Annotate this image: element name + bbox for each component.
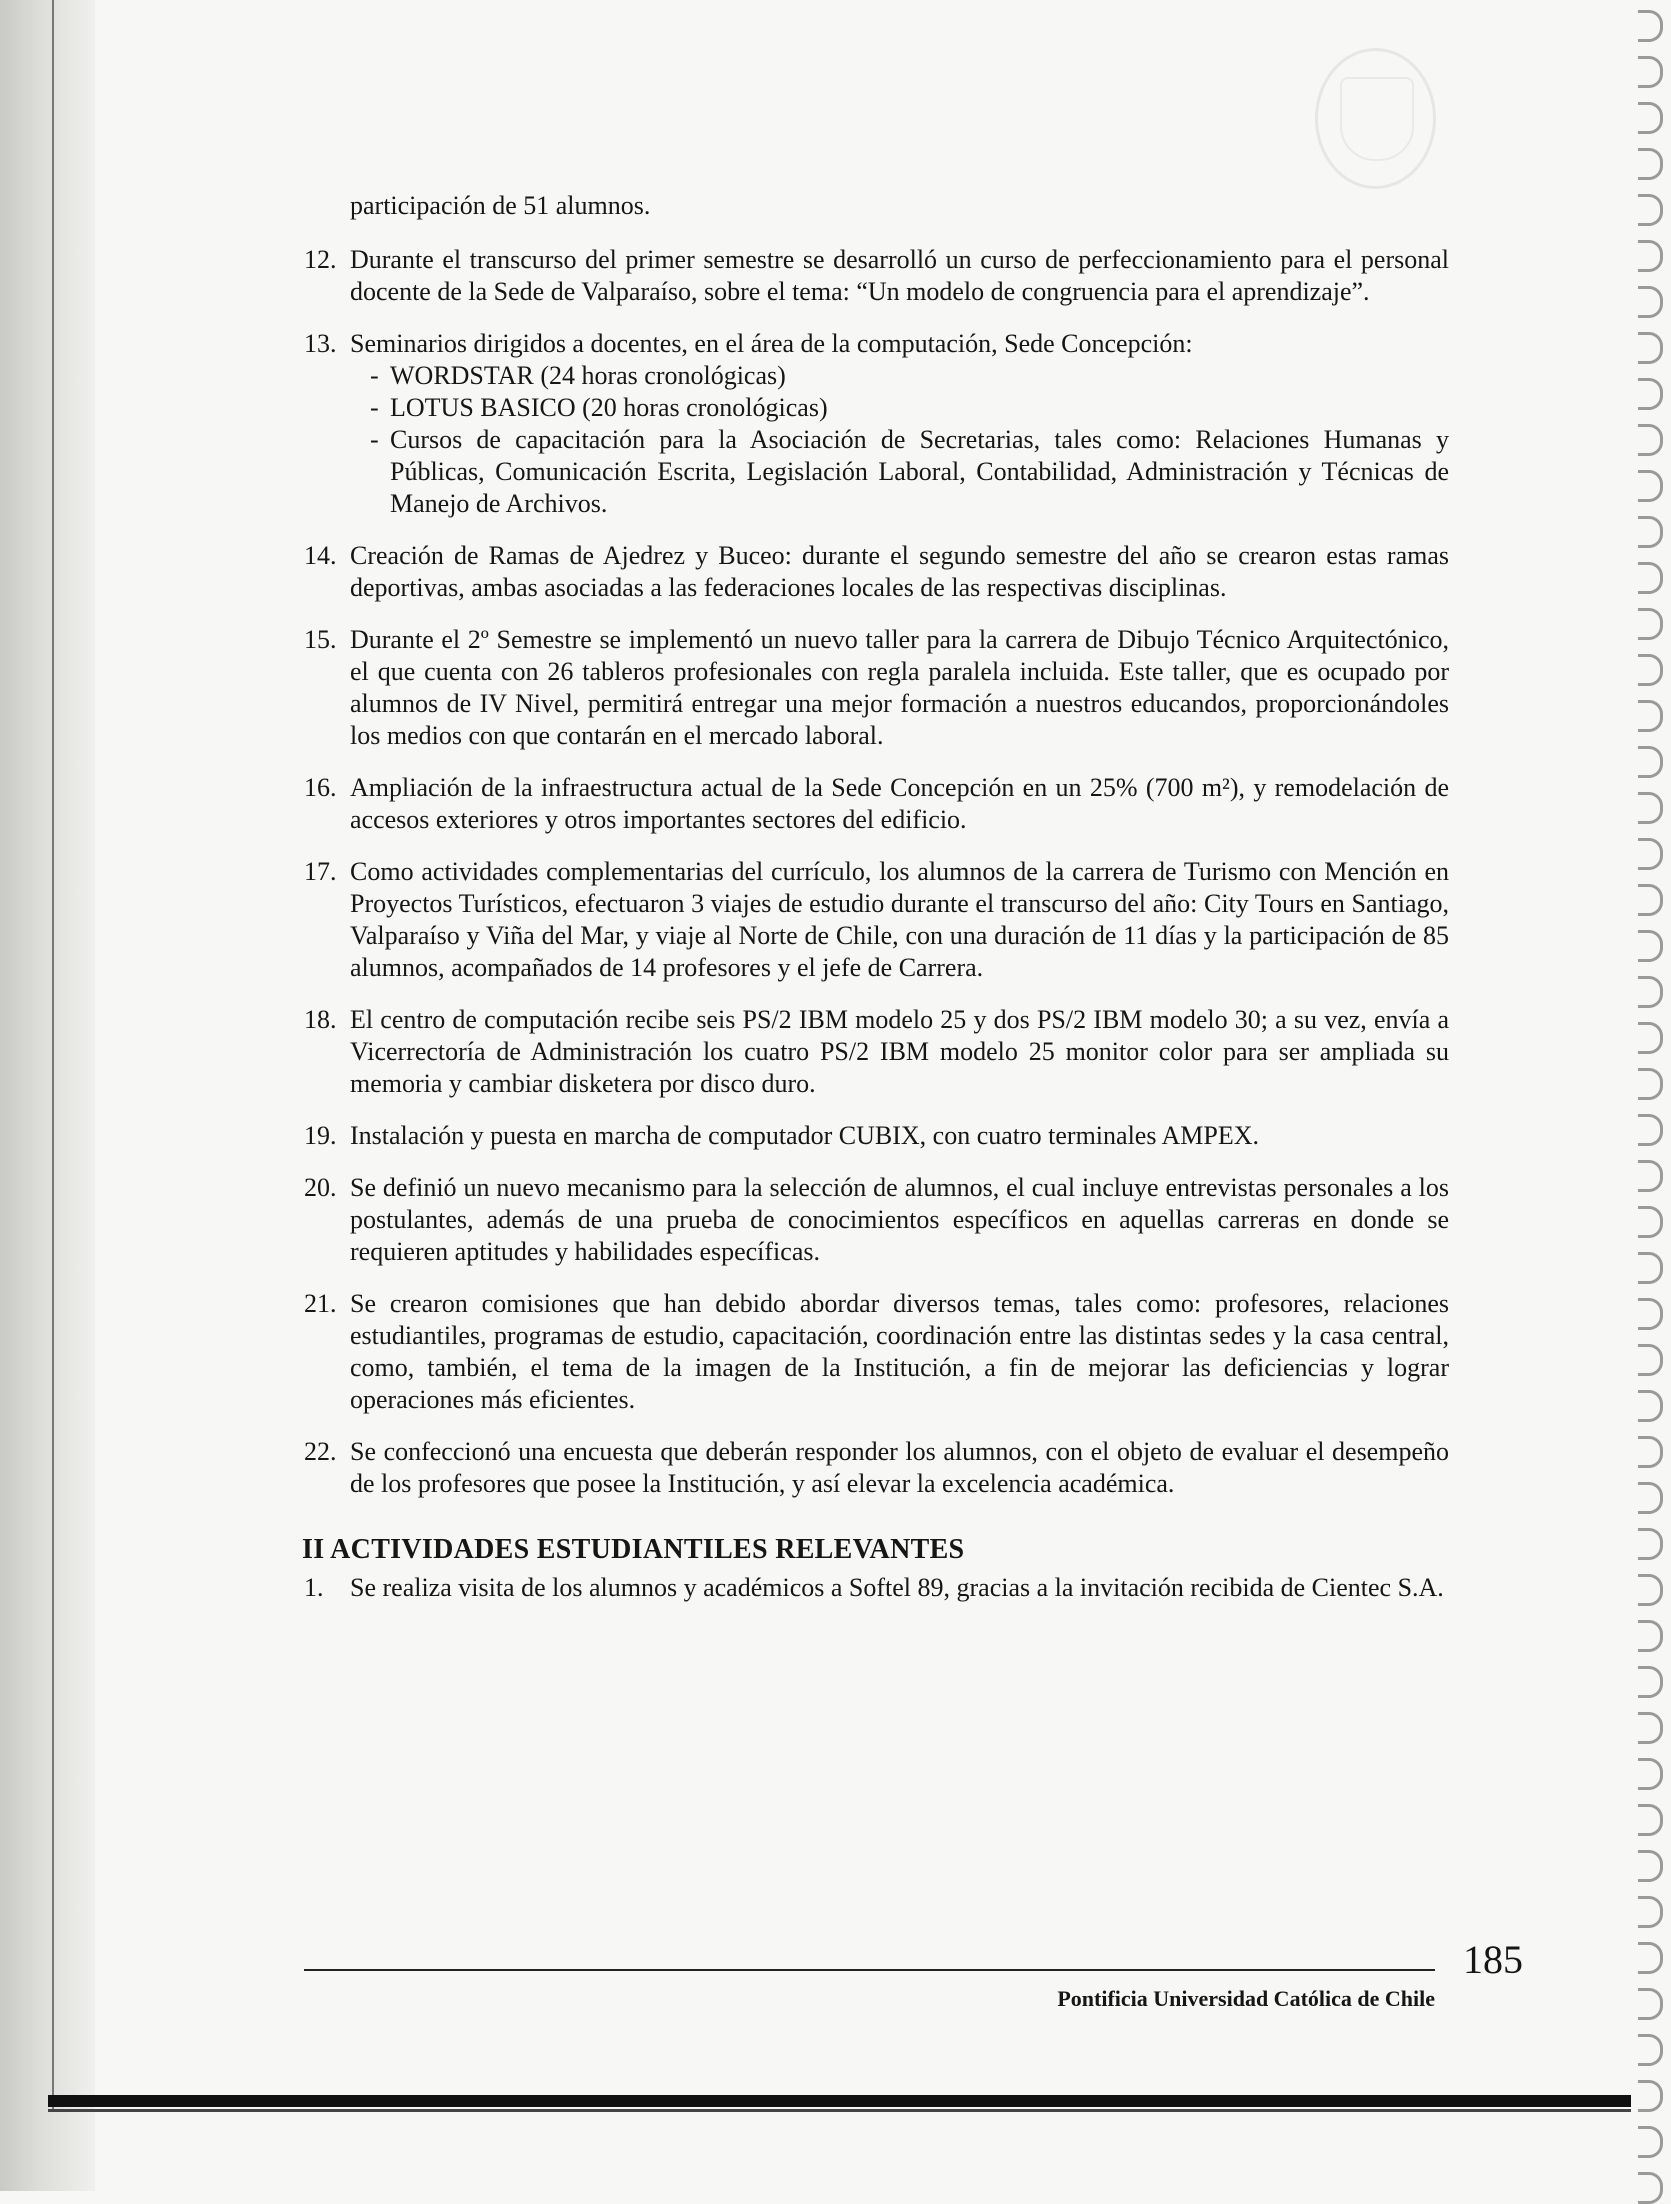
- binding-coil: [1638, 1712, 1663, 1744]
- binding-coil: [1638, 1804, 1663, 1836]
- binding-coil: [1638, 56, 1663, 88]
- page-content: [304, 190, 1449, 1624]
- item-number: 14.: [304, 541, 337, 570]
- binding-coil: [1638, 1160, 1663, 1192]
- binding-coil: [1638, 1298, 1663, 1330]
- item-text: Como actividades complementarias del currículo, los alumnos de la carrera de Turismo con Mención en Proyectos Turísticos, efectuaron 3 viajes de estudio durante el transcurso del año: City Tours en Santiago, Valparaíso y Viña del Mar, y viaje al Norte de Chile, con una duración de 11 días y la participación de 85 alumnos, acompañados de 14 profesores y el jefe de Carrera.: [350, 857, 1449, 982]
- page-shadow: [0, 0, 95, 2191]
- item-number: 13.: [304, 329, 337, 358]
- institution-seal-watermark: [1315, 48, 1436, 189]
- binding-edge-line: [52, 0, 54, 2110]
- list-item: [304, 1436, 1449, 1500]
- list-item: [304, 540, 1449, 604]
- item-number: 20.: [304, 1173, 337, 1202]
- binding-coil: [1638, 470, 1663, 502]
- spiral-binding: [1623, 0, 1671, 2191]
- binding-coil: [1638, 1942, 1663, 1974]
- binding-coil: [1638, 1252, 1663, 1284]
- item-text: Creación de Ramas de Ajedrez y Buceo: durante el segundo semestre del año se crearon estas ramas deportivas, ambas asociadas a las federaciones locales de las respectivas disciplinas.: [350, 541, 1449, 602]
- binding-coil: [1638, 1206, 1663, 1238]
- list-item: [304, 328, 1449, 520]
- bottom-edge-bar: [48, 2095, 1631, 2107]
- binding-coil: [1638, 240, 1663, 272]
- page-number: 185: [1463, 1937, 1523, 1982]
- binding-coil: [1638, 746, 1663, 778]
- binding-coil: [1638, 654, 1663, 686]
- sub-item: [350, 392, 1449, 424]
- list-item: [304, 1288, 1449, 1416]
- sub-item-text: LOTUS BASICO (20 horas cronológicas): [390, 393, 828, 422]
- item-number: 15.: [304, 625, 337, 654]
- binding-coil: [1638, 608, 1663, 640]
- binding-coil: [1638, 10, 1663, 42]
- dash-marker: -: [370, 361, 379, 390]
- binding-coil: [1638, 700, 1663, 732]
- binding-coil: [1638, 2080, 1663, 2112]
- list-item: [304, 1572, 1449, 1604]
- list-item: [304, 1004, 1449, 1100]
- item-text: Instalación y puesta en marcha de computador CUBIX, con cuatro terminales AMPEX.: [350, 1121, 1260, 1150]
- list-item: [304, 772, 1449, 836]
- binding-coil: [1638, 2172, 1663, 2204]
- binding-coil: [1638, 332, 1663, 364]
- binding-coil: [1638, 1344, 1663, 1376]
- binding-coil: [1638, 286, 1663, 318]
- item-text: Durante el 2º Semestre se implementó un nuevo taller para la carrera de Dibujo Técnico Arquitectónico, el que cuenta con 26 tableros profesionales con regla paralela incluida. Este taller, que es ocupado por alumnos de IV Nivel, permitirá entregar una mejor formación a nuestros educandos, proporcionándoles los medios con que contarán en el mercado laboral.: [350, 625, 1449, 750]
- item-text: Durante el transcurso del primer semestre se desarrolló un curso de perfeccionamiento para el personal docente de la Sede de Valparaíso, sobre el tema: “Un modelo de congruencia para el aprendizaje”.: [350, 245, 1449, 306]
- list-item: [304, 244, 1449, 308]
- binding-coil: [1638, 148, 1663, 180]
- sub-item-text: WORDSTAR (24 horas cronológicas): [390, 361, 786, 390]
- item-number: 12.: [304, 245, 337, 274]
- section-heading: II ACTIVIDADES ESTUDIANTILES RELEVANTES: [302, 1534, 965, 1565]
- intro-line: participación de 51 alumnos.: [350, 191, 651, 220]
- item-text: Se confeccionó una encuesta que deberán responder los alumnos, con el objeto de evaluar el desempeño de los profesores que posee la Institución, y así elevar la excelencia académica.: [350, 1437, 1449, 1498]
- binding-coil: [1638, 1528, 1663, 1560]
- list-item: [304, 624, 1449, 752]
- binding-coil: [1638, 1436, 1663, 1468]
- binding-coil: [1638, 1896, 1663, 1928]
- binding-coil: [1638, 930, 1663, 962]
- item-text: Se realiza visita de los alumnos y académicos a Softel 89, gracias a la invitación recibida de Cientec S.A.: [350, 1573, 1444, 1602]
- bottom-edge-bar-shadow: [48, 2109, 1631, 2112]
- item-text: Seminarios dirigidos a docentes, en el área de la computación, Sede Concepción:: [350, 329, 1193, 358]
- item-number: 16.: [304, 773, 337, 802]
- sub-item-text: Cursos de capacitación para la Asociación de Secretarias, tales como: Relaciones Humanas y Públicas, Comunicación Escrita, Legislación Laboral, Contabilidad, Administración y Técnicas de Manejo de Archivos.: [390, 425, 1449, 518]
- item-list: [304, 244, 1449, 1500]
- item-text: Ampliación de la infraestructura actual de la Sede Concepción en un 25% (700 m²), y remodelación de accesos exteriores y otros importantes sectores del edificio.: [350, 773, 1449, 834]
- binding-coil: [1638, 792, 1663, 824]
- binding-coil: [1638, 1666, 1663, 1698]
- binding-coil: [1638, 1114, 1663, 1146]
- binding-coil: [1638, 1022, 1663, 1054]
- footer-divider: [304, 1969, 1435, 1971]
- dash-marker: -: [370, 425, 379, 454]
- binding-coil: [1638, 1068, 1663, 1100]
- binding-coil: [1638, 1390, 1663, 1422]
- binding-coil: [1638, 2034, 1663, 2066]
- item-text: Se definió un nuevo mecanismo para la selección de alumnos, el cual incluye entrevistas personales a los postulantes, además de una prueba de conocimientos específicos en aquellas carreras en donde se requieren aptitudes y habilidades específicas.: [350, 1173, 1449, 1266]
- footer-institution: Pontificia Universidad Católica de Chile: [1057, 1986, 1435, 2011]
- binding-coil: [1638, 1988, 1663, 2020]
- dash-marker: -: [370, 393, 379, 422]
- item-text: El centro de computación recibe seis PS/2 IBM modelo 25 y dos PS/2 IBM modelo 30; a su vez, envía a Vicerrectoría de Administración los cuatro PS/2 IBM modelo 25 monitor color para ser ampliada su memoria y cambiar disketera por disco duro.: [350, 1005, 1449, 1098]
- binding-coil: [1638, 2126, 1663, 2158]
- sub-item: [350, 424, 1449, 520]
- binding-coil: [1638, 102, 1663, 134]
- sub-item: [350, 360, 1449, 392]
- list-item: [304, 1172, 1449, 1268]
- binding-coil: [1638, 1850, 1663, 1882]
- binding-coil: [1638, 1482, 1663, 1514]
- item-number: 1.: [304, 1573, 324, 1602]
- binding-coil: [1638, 194, 1663, 226]
- item-body: [350, 328, 1449, 520]
- binding-coil: [1638, 516, 1663, 548]
- binding-coil: [1638, 562, 1663, 594]
- list-item: [304, 1120, 1449, 1152]
- binding-coil: [1638, 1574, 1663, 1606]
- list-item: [304, 856, 1449, 984]
- item-number: 19.: [304, 1121, 337, 1150]
- item-number: 21.: [304, 1289, 337, 1318]
- item-number: 18.: [304, 1005, 337, 1034]
- binding-coil: [1638, 976, 1663, 1008]
- binding-coil: [1638, 838, 1663, 870]
- binding-coil: [1638, 884, 1663, 916]
- item-number: 17.: [304, 857, 337, 886]
- binding-coil: [1638, 1758, 1663, 1790]
- binding-coil: [1638, 1620, 1663, 1652]
- binding-coil: [1638, 424, 1663, 456]
- binding-coil: [1638, 378, 1663, 410]
- item-text: Se crearon comisiones que han debido abordar diversos temas, tales como: profesores, relaciones estudiantiles, programas de estudio, capacitación, coordinación entre las distintas sedes y la casa central, como, también, el tema de la imagen de la Institución, a fin de mejorar las deficiencias y lograr operaciones más eficientes.: [350, 1289, 1449, 1414]
- item-number: 22.: [304, 1437, 337, 1466]
